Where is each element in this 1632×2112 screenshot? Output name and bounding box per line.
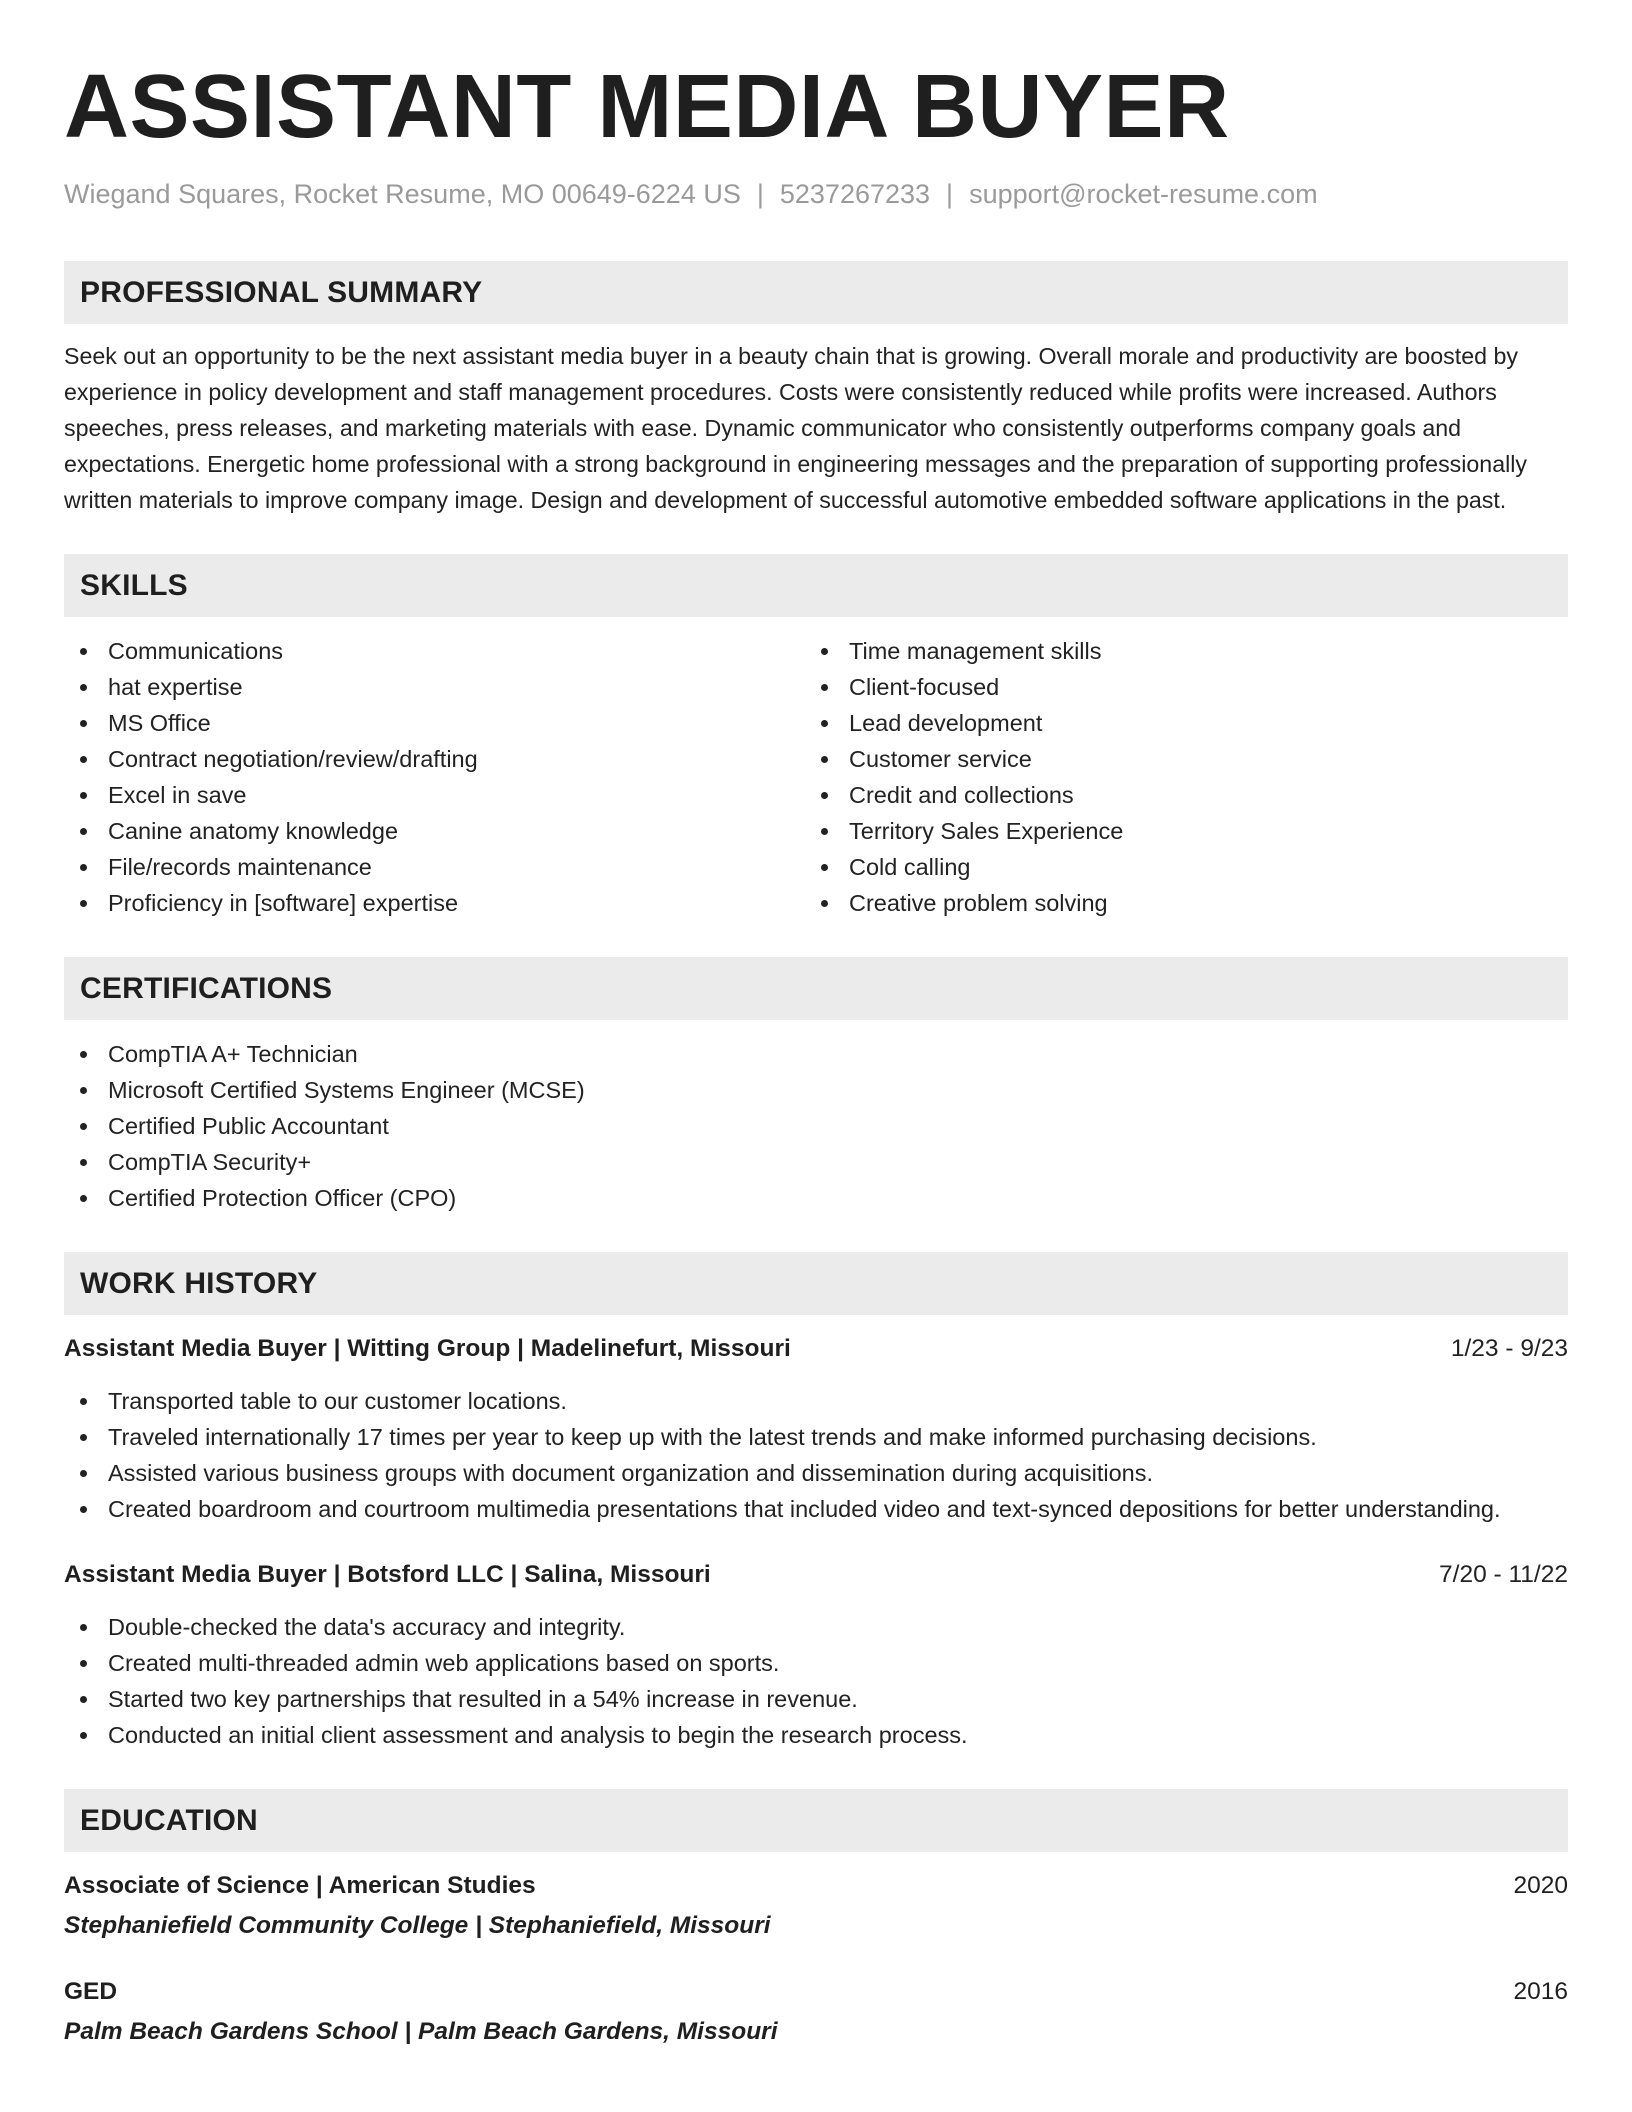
job-bullet: Assisted various business groups with document organization and dissemination during acquisitions. [64,1455,1568,1491]
section-heading-work-history: WORK HISTORY [64,1252,1568,1315]
education-school: Stephaniefield Community College | Stephaniefield, Missouri [64,1912,771,1940]
education-header [64,1868,1568,1904]
section-heading-skills: SKILLS [64,554,1568,617]
skill-item: Contract negotiation/review/drafting [64,741,805,777]
skills-list-right [805,633,1546,921]
skill-item: File/records maintenance [64,849,805,885]
skill-item: hat expertise [64,669,805,705]
resume-name-heading: ASSISTANT MEDIA BUYER [64,57,1230,157]
contact-line [64,178,1568,210]
job-header [64,1331,1568,1367]
skill-item: Communications [64,633,805,669]
contact-email: support@rocket-resume.com [969,179,1318,209]
certifications-list [64,1036,1568,1216]
job-bullet: Traveled internationally 17 times per year to keep up with the latest trends and make informed purchasing decisions. [64,1419,1568,1455]
section-heading-certifications: CERTIFICATIONS [64,957,1568,1020]
job-entry [64,1331,1568,1527]
job-bullets [64,1383,1568,1527]
contact-separator: | [946,179,954,209]
skills-columns [64,633,1568,921]
contact-phone: 5237267233 [779,179,931,209]
job-bullet: Transported table to our customer locations. [64,1383,1568,1419]
certification-item: Microsoft Certified Systems Engineer (MCSE) [64,1072,1568,1108]
education-school: Palm Beach Gardens School | Palm Beach Gardens, Missouri [64,2018,778,2046]
job-bullet: Created multi-threaded admin web applications based on sports. [64,1645,1568,1681]
education-year: 2016 [1513,1978,1568,2006]
education-header [64,1974,1568,2010]
education-year: 2020 [1513,1872,1568,1900]
skill-item: Credit and collections [805,777,1546,813]
skill-item: Cold calling [805,849,1546,885]
certification-item: CompTIA Security+ [64,1144,1568,1180]
skill-item: Excel in save [64,777,805,813]
skill-item: MS Office [64,705,805,741]
skill-item: Creative problem solving [805,885,1546,921]
job-title: Assistant Media Buyer | Witting Group | Madelinefurt, Missouri [64,1335,791,1363]
skill-item: Proficiency in [software] expertise [64,885,805,921]
job-dates: 7/20 - 11/22 [1439,1561,1568,1589]
section-heading-education: EDUCATION [64,1789,1568,1852]
job-bullets [64,1609,1568,1753]
education-degree: Associate of Science | American Studies [64,1872,536,1900]
job-bullet: Conducted an initial client assessment and analysis to begin the research process. [64,1717,1568,1753]
skill-item: Client-focused [805,669,1546,705]
job-title: Assistant Media Buyer | Botsford LLC | Salina, Missouri [64,1561,711,1589]
education-degree: GED [64,1978,118,2006]
job-entry [64,1557,1568,1753]
certification-item: CompTIA A+ Technician [64,1036,1568,1072]
job-dates: 1/23 - 9/23 [1450,1335,1568,1363]
section-heading-summary: PROFESSIONAL SUMMARY [64,261,1568,324]
job-bullet: Double-checked the data's accuracy and integrity. [64,1609,1568,1645]
contact-address: Wiegand Squares, Rocket Resume, MO 00649-6224 US [64,179,741,209]
certification-item: Certified Protection Officer (CPO) [64,1180,1568,1216]
education-entry [64,1868,1568,1944]
skill-item: Time management skills [805,633,1546,669]
skill-item: Canine anatomy knowledge [64,813,805,849]
skill-item: Customer service [805,741,1546,777]
skill-item: Territory Sales Experience [805,813,1546,849]
job-header [64,1557,1568,1593]
certification-item: Certified Public Accountant [64,1108,1568,1144]
job-bullet: Started two key partnerships that resulted in a 54% increase in revenue. [64,1681,1568,1717]
education-entry [64,1974,1568,2050]
job-bullet: Created boardroom and courtroom multimedia presentations that included video and text-synced depositions for better understanding. [64,1491,1568,1527]
summary-paragraph: Seek out an opportunity to be the next assistant media buyer in a beauty chain that is growing. Overall morale and productivity are boosted by experience in policy development and staff management procedures. Costs were consistently reduced while profits were increased. Authors speeches, press releases, and marketing materials with ease. Dynamic communicator who consistently outperforms company goals and expectations. Energetic home professional with a strong background in engineering messages and the preparation of supporting professionally written materials to improve company image. Design and development of successful automotive embedded software applications in the past. [64,343,1527,514]
contact-separator: | [756,179,764,209]
skills-list-left [64,633,805,921]
skill-item: Lead development [805,705,1546,741]
